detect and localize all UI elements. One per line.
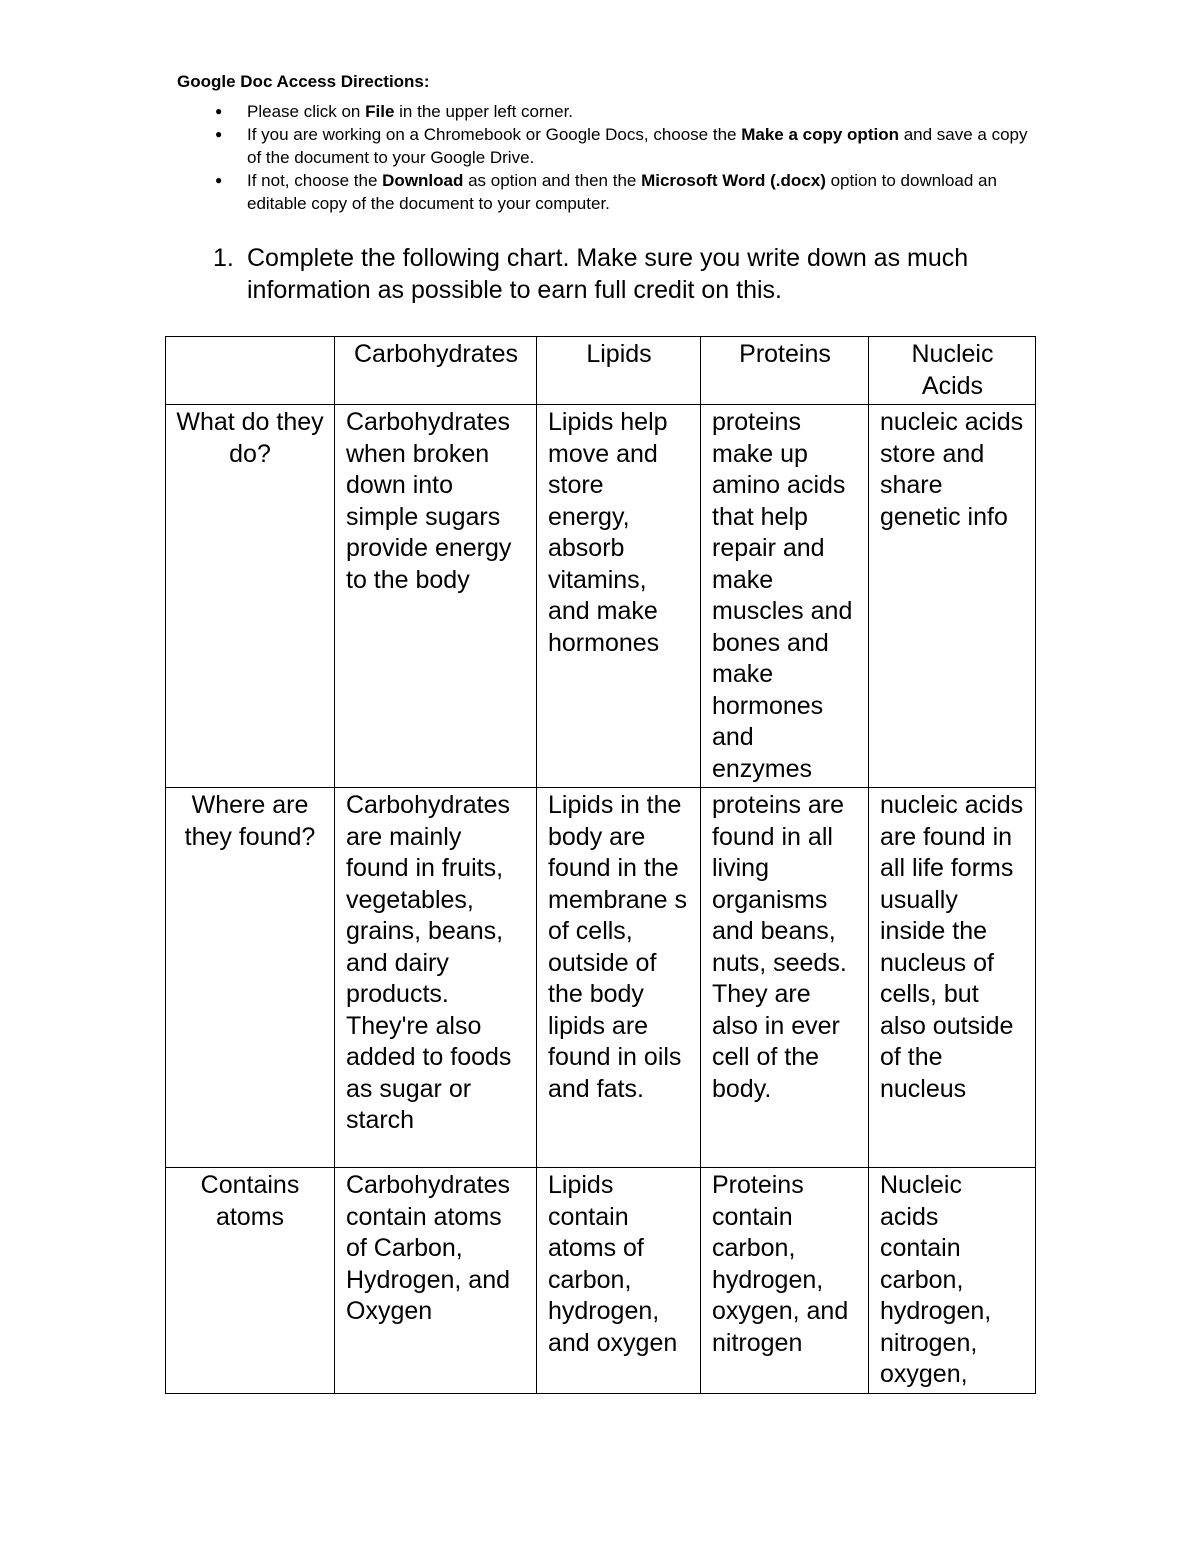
item-text: as option and then the [463, 171, 642, 190]
table-cell[interactable]: nucleic acids are found in all life forms usually inside the nucleus of cells, but also outside of the nucleus [869, 788, 1036, 1168]
item-bold-text: Microsoft Word (.docx) [641, 171, 826, 190]
directions-item [177, 123, 1037, 169]
header-cell-lipids[interactable]: Lipids [537, 337, 701, 405]
table-row [166, 788, 1036, 1168]
item-text: and save a copy of the document to your Google Drive. [247, 125, 1028, 167]
table-cell[interactable]: nucleic acids store and share genetic info [869, 405, 1036, 788]
item-text: in the upper left corner. [394, 102, 574, 121]
bullet-icon: ● [215, 104, 223, 118]
access-directions [177, 70, 1037, 215]
row-label-location[interactable]: Where are they found? [166, 788, 335, 1168]
header-cell-empty[interactable] [166, 337, 335, 405]
row-label-atoms[interactable]: Contains atoms [166, 1168, 335, 1394]
header-cell-carbohydrates[interactable]: Carbohydrates [335, 337, 537, 405]
question-1 [213, 242, 1033, 306]
row-label-function[interactable]: What do they do? [166, 405, 335, 788]
item-text: If not, choose the [247, 171, 383, 190]
header-cell-nucleic-acids[interactable]: Nucleic Acids [869, 337, 1036, 405]
item-bold-text: Download [382, 171, 464, 190]
table-cell[interactable]: Lipids in the body are found in the membrane s of cells, outside of the body lipids are found in oils and fats. [537, 788, 701, 1168]
directions-item [177, 100, 1037, 123]
table-cell[interactable]: Lipids contain atoms of carbon, hydrogen, and oxygen [537, 1168, 701, 1394]
table-cell[interactable]: Carbohydrates contain atoms of Carbon, Hydrogen, and Oxygen [335, 1168, 537, 1394]
directions-item [177, 169, 1037, 215]
table-cell[interactable]: Nucleic acids contain carbon, hydrogen, nitrogen, oxygen, [869, 1168, 1036, 1394]
directions-title: Google Doc Access Directions: [177, 72, 430, 91]
table-header-row [166, 337, 1036, 405]
item-text: If you are working on a Chromebook or Google Docs, choose the [247, 125, 742, 144]
item-text: option to download an editable copy of the document to your computer. [247, 171, 997, 213]
question-text: Complete the following chart. Make sure you write down as much information as possible to earn full credit on this. [247, 244, 969, 304]
table-cell[interactable]: Carbohydrates when broken down into simple sugars provide energy to the body [335, 405, 537, 788]
question-number: 1. [213, 244, 234, 272]
table-cell[interactable]: Lipids help move and store energy, absorb vitamins, and make hormones [537, 405, 701, 788]
item-text: Please click on [247, 102, 366, 121]
item-bold-text: File [365, 102, 395, 121]
table-row [166, 405, 1036, 788]
item-bold-text: Make a copy option [741, 125, 899, 144]
header-cell-proteins[interactable]: Proteins [701, 337, 869, 405]
table-row [166, 1168, 1036, 1394]
bullet-icon: ● [215, 127, 223, 141]
directions-list [177, 100, 1037, 215]
biomolecule-chart [165, 336, 1036, 1394]
table-cell[interactable]: proteins are found in all living organisms and beans, nuts, seeds. They are also in ever cell of the body. [701, 788, 869, 1168]
table-cell[interactable]: Proteins contain carbon, hydrogen, oxygen, and nitrogen [701, 1168, 869, 1394]
bullet-icon: ● [215, 173, 223, 187]
table-cell[interactable]: Carbohydrates are mainly found in fruits, vegetables, grains, beans, and dairy products. They're also added to foods as sugar or starch [335, 788, 537, 1168]
table-cell[interactable]: proteins make up amino acids that help repair and make muscles and bones and make hormones and enzymes [701, 405, 869, 788]
